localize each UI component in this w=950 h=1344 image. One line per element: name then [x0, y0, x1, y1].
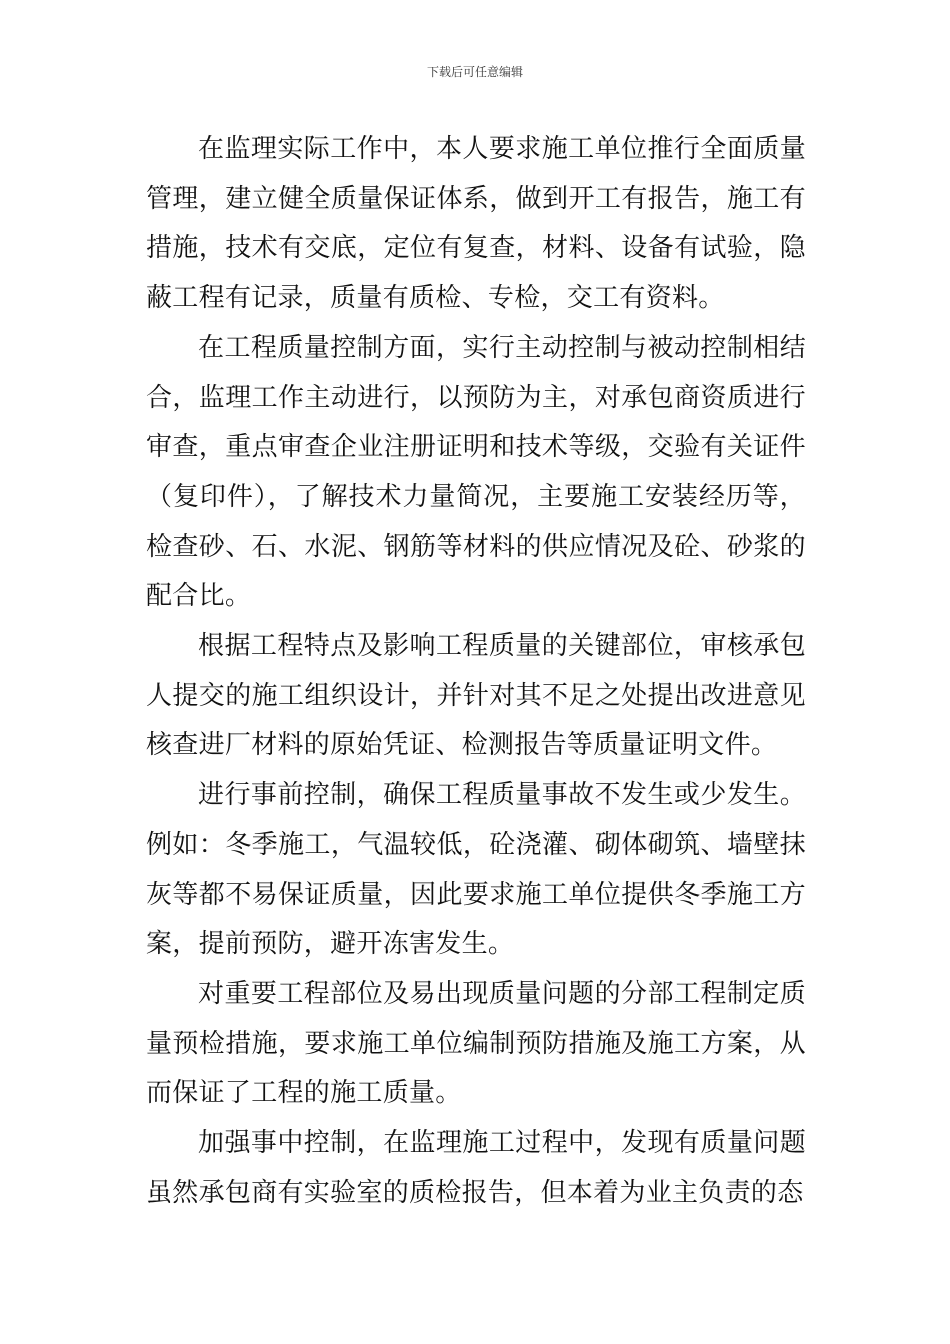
paragraph-1: 在监理实际工作中，本人要求施工单位推行全面质量管理，建立健全质量保证体系，做到开工有报告，施工有措施，技术有交底，定位有复查，材料、设备有试验，隐蔽工程有记录，质量有质检、专检，交工有资料。 — [146, 134, 806, 314]
paragraph-3: 根据工程特点及影响工程质量的关键部位，审核承包人提交的施工组织设计，并针对其不足之处提出改进意见核查进厂材料的原始凭证、检测报告等质量证明文件。 — [146, 631, 806, 761]
paragraph-6: 加强事中控制，在监理施工过程中，发现有质量问题虽然承包商有实验室的质检报告，但本着为业主负责的态 — [146, 1128, 806, 1208]
paragraph-2: 在工程质量控制方面，实行主动控制与被动控制相结合，监理工作主动进行，以预防为主，对承包商资质进行审查，重点审查企业注册证明和技术等级，交验有关证件（复印件），了解技术力量简况，主要施工安装经历等，检查砂、石、水泥、钢筋等材料的供应情况及砼、砂浆的配合比。 — [146, 332, 806, 612]
paragraph-5: 对重要工程部位及易出现质量问题的分部工程制定质量预检措施，要求施工单位编制预防措施及施工方案，从而保证了工程的施工质量。 — [146, 978, 806, 1109]
paragraph-4: 进行事前控制，确保工程质量事故不发生或少发生。例如：冬季施工，气温较低，砼浇灌、砌体砌筑、墙壁抹灰等都不易保证质量，因此要求施工单位提供冬季施工方案，提前预防，避开冻害发生。 — [146, 780, 806, 960]
document-body — [146, 125, 806, 1218]
page-header: 下载后可任意编辑 — [426, 65, 523, 79]
